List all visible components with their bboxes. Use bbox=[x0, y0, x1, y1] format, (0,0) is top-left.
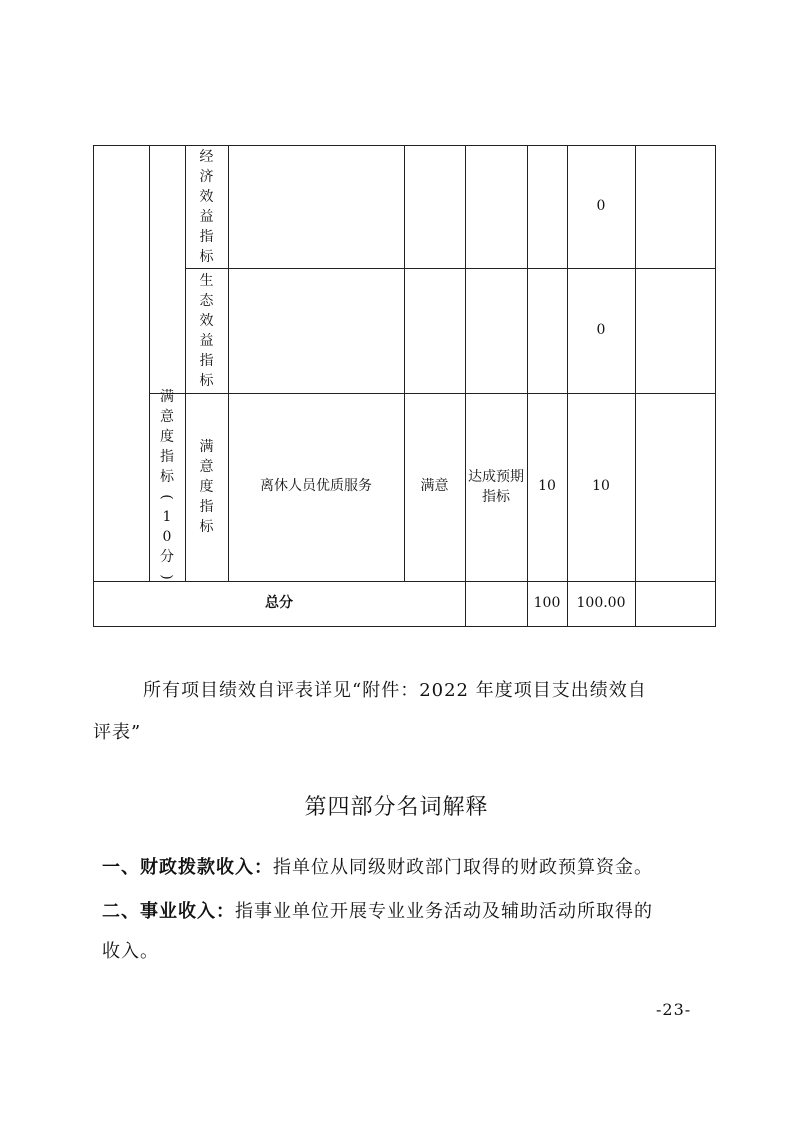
standard-cell: 满意 bbox=[420, 478, 449, 495]
definition-term: 一、财政拨款收入： bbox=[102, 857, 273, 878]
note-paragraph-line1: 所有项目绩效自评表详见“附件：2022 年度项目支出绩效自 bbox=[143, 680, 647, 701]
vertical-char: ) bbox=[159, 574, 175, 580]
table-border-left bbox=[93, 145, 94, 627]
vertical-char: 效 bbox=[199, 312, 214, 329]
total-score: 100.00 bbox=[576, 594, 626, 611]
vertical-char: 满 bbox=[160, 389, 174, 405]
vertical-char: 济 bbox=[199, 168, 214, 185]
vertical-char: 指 bbox=[199, 499, 214, 515]
table-border-right bbox=[715, 145, 716, 627]
sub-indicator-label bbox=[200, 437, 214, 537]
vertical-char: 度 bbox=[160, 429, 174, 445]
vertical-char: 生 bbox=[199, 272, 214, 289]
table-row bbox=[185, 145, 228, 268]
content-cell: 离休人员优质服务 bbox=[260, 478, 372, 495]
vertical-char: 意 bbox=[160, 409, 174, 425]
vertical-char: 意 bbox=[199, 459, 214, 475]
definition-text: 指事业单位开展专业业务活动及辅助活动所取得的 bbox=[235, 901, 653, 922]
definition-text: 指单位从同级财政部门取得的财政预算资金。 bbox=[273, 857, 653, 878]
vertical-char: 度 bbox=[199, 479, 214, 495]
table-col-divider bbox=[465, 145, 466, 627]
table-border-bottom bbox=[93, 626, 715, 627]
total-weight: 100 bbox=[533, 594, 561, 611]
weight-cell: 10 bbox=[538, 478, 556, 495]
vertical-char: 益 bbox=[199, 208, 214, 225]
category-label bbox=[160, 387, 174, 587]
vertical-char: 标 bbox=[199, 248, 214, 265]
score-cell: 0 bbox=[596, 321, 606, 338]
note-paragraph-line2: 评表” bbox=[93, 722, 142, 743]
vertical-char: 0 bbox=[162, 529, 172, 545]
definition-term: 二、事业收入： bbox=[102, 901, 235, 922]
score-cell: 0 bbox=[596, 197, 606, 214]
sub-indicator-cell bbox=[185, 393, 228, 581]
total-label: 总分 bbox=[265, 594, 293, 611]
vertical-char: 标 bbox=[199, 372, 214, 389]
vertical-char: 标 bbox=[160, 469, 174, 485]
vertical-char: 1 bbox=[162, 509, 172, 525]
definition-item bbox=[102, 897, 653, 927]
vertical-char: 经 bbox=[199, 148, 214, 165]
score-cell: 10 bbox=[592, 478, 610, 495]
sub-indicator-label bbox=[200, 271, 214, 391]
vertical-char: ( bbox=[159, 494, 175, 500]
vertical-char: 指 bbox=[199, 228, 214, 245]
vertical-char: 指 bbox=[160, 449, 174, 465]
vertical-char: 益 bbox=[199, 332, 214, 349]
definition-item bbox=[102, 853, 653, 883]
definition-continuation: 收入。 bbox=[102, 941, 159, 962]
section-title: 第四部分名词解释 bbox=[304, 795, 489, 820]
category-cell bbox=[149, 389, 185, 581]
sub-indicator-label bbox=[200, 147, 214, 267]
result-label: 达成预期指标 bbox=[468, 469, 524, 505]
result-cell bbox=[468, 393, 524, 581]
page-number: -23- bbox=[656, 1000, 692, 1019]
table-row bbox=[185, 268, 228, 393]
vertical-char: 态 bbox=[199, 292, 214, 309]
vertical-char: 标 bbox=[199, 519, 214, 535]
vertical-char: 指 bbox=[199, 352, 214, 369]
table-col-divider bbox=[635, 145, 636, 627]
vertical-char: 分 bbox=[160, 549, 174, 565]
vertical-char: 满 bbox=[199, 439, 214, 455]
vertical-char: 效 bbox=[199, 188, 214, 205]
